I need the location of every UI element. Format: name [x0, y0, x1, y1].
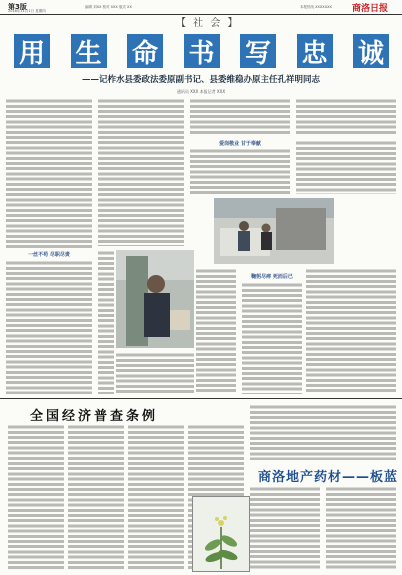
page-date: 2018年11月1日 星期四: [8, 9, 46, 13]
law-column: [128, 424, 184, 570]
law-column: [8, 424, 64, 570]
page-number: 第3版: [8, 3, 27, 11]
headline: [14, 34, 389, 70]
plant-illustration: [193, 497, 249, 571]
headline-char: 诚: [353, 34, 389, 68]
article-photo: [116, 250, 194, 348]
herb-column: [326, 486, 396, 570]
herb-article-title: 商洛地产药材——板蓝: [258, 470, 399, 485]
section-label: 【 社 会 】: [176, 18, 240, 29]
text-column: [98, 250, 114, 394]
herb-intro-text: [250, 404, 396, 460]
plant-photo: [192, 496, 250, 572]
headline-char: 书: [184, 34, 220, 68]
law-title: 全国经济普查条例: [30, 409, 159, 424]
text-column: [196, 268, 236, 394]
photo-men-at-house: [214, 198, 334, 264]
herb-column: [250, 486, 320, 570]
article-body: [6, 98, 396, 394]
text-column: [306, 268, 396, 394]
page-hotline: 本报热线 XXXXXXX: [300, 5, 332, 9]
text-column: [190, 98, 290, 136]
section-divider: [0, 398, 402, 399]
text-column: [296, 140, 396, 194]
text-column: [242, 282, 302, 394]
page-header-bar: [0, 0, 402, 15]
article-photo: [214, 198, 334, 264]
article-subhead: 鞠躬尽瘁 死而后已: [251, 274, 293, 280]
newspaper-masthead: 商洛日报: [352, 4, 389, 14]
headline-char: 忠: [297, 34, 333, 68]
headline-char: 用: [14, 34, 50, 68]
text-column: [116, 352, 194, 394]
headline-char: 命: [127, 34, 163, 68]
headline-char: 生: [71, 34, 107, 68]
text-column: [98, 98, 184, 246]
text-column: [190, 148, 290, 194]
text-column: [6, 260, 92, 394]
photo-portrait: [116, 250, 194, 348]
article-byline: 通讯员 XXX 本报记者 XXX: [176, 89, 226, 94]
article-subheadline: ——记柞水县委政法委原副书记、县委维稳办原主任孔祥明同志: [81, 75, 320, 85]
text-column: [296, 98, 396, 136]
article-subhead: 爱岗敬业 甘于奉献: [219, 141, 261, 147]
page-editors: 编辑 刘XX 校对 XXX 版式 XX: [85, 5, 132, 9]
headline-char: 写: [240, 34, 276, 68]
text-column: [6, 98, 92, 248]
article-subhead: 一丝不苟 尽职尽责: [28, 252, 70, 258]
law-column: [68, 424, 124, 570]
